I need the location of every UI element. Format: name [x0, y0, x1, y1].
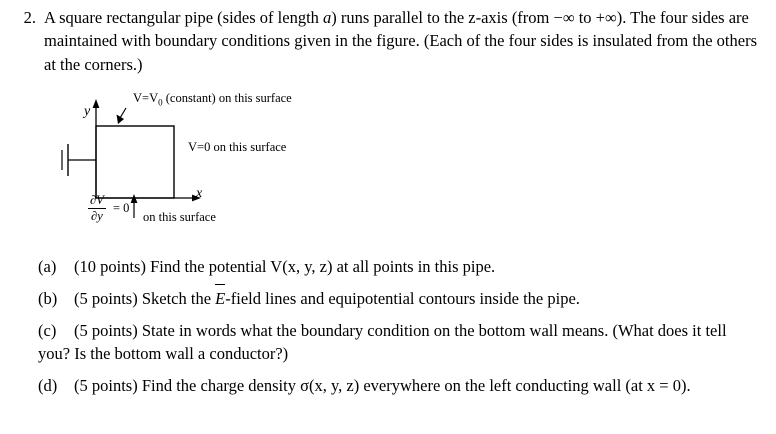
part-d-text: (5 points) Find the charge density σ(x, y, z) everywhere on the left conducting wall (at x = 0).: [74, 376, 691, 396]
top-condition-subscript: 0: [158, 97, 163, 108]
x-axis-label: x: [196, 186, 203, 201]
side-length-symbol: a: [323, 8, 332, 27]
top-surface-pointer: [120, 108, 126, 118]
top-condition-rest: (constant) on this surface: [162, 91, 292, 105]
problem-parts-list: [38, 255, 754, 406]
part-b-text: [74, 289, 580, 308]
part-c-tag: (c): [38, 321, 57, 341]
pipe-square: [96, 126, 174, 198]
part-b-text-before: (5 points) Sketch the: [74, 289, 216, 309]
right-surface-condition-label: V=0 on this surface: [188, 140, 287, 154]
part-c-text: (5 points) State in words what the boundary condition on the bottom wall means. (What does it tell you? Is the bottom wall a conductor?): [38, 321, 727, 364]
bottom-condition-numerator: ∂V: [90, 193, 104, 207]
problem-text: [44, 6, 762, 76]
part-d: [38, 374, 754, 397]
problem-text-part1: A square rectangular pipe (sides of length: [44, 8, 324, 27]
problem-statement: [10, 6, 762, 76]
part-c: [38, 319, 754, 365]
part-b: [38, 287, 754, 310]
bottom-surface-condition-label: on this surface: [143, 210, 216, 224]
top-surface-pointer-arrowhead: [117, 115, 125, 125]
part-d-tag: (d): [38, 376, 58, 396]
part-a-text: (10 points) Find the potential V(x, y, z) at all points in this pipe.: [74, 257, 496, 276]
part-a-tag: (a): [38, 257, 57, 276]
problem-number: 2.: [23, 8, 36, 27]
part-a: [38, 255, 754, 278]
e-field-vector-symbol: E: [215, 287, 225, 310]
top-surface-condition-label: [133, 91, 292, 108]
y-axis-arrowhead: [93, 99, 100, 108]
part-b-text-after: -field lines and equipotential contours inside the pipe.: [225, 289, 580, 309]
bottom-condition-fraction: [88, 194, 106, 222]
y-axis-label: y: [84, 104, 91, 119]
bottom-condition-denominator: ∂y: [91, 208, 103, 223]
bottom-condition-equals: = 0: [113, 201, 130, 215]
pipe-cross-section-figure: [0, 88, 420, 238]
part-b-tag: (b): [38, 289, 58, 309]
problem-text-part2: ) runs parallel to the z-axis (from −∞ to +∞). The four sides are maintained with boundary conditions given in the figure. (Each of the four sides is insulated from the others at the corners.): [44, 8, 757, 74]
top-condition-main: V=V: [133, 91, 159, 105]
